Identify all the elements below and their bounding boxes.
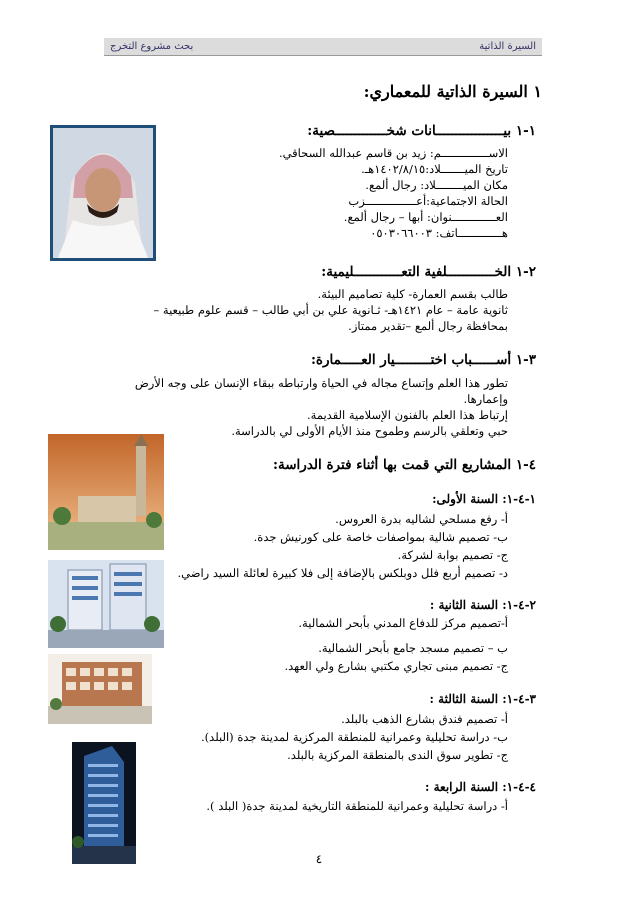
reasons-line: تطور هذا العلم وإتساع مجاله في الحياة وارتباطه ببقاء الإنسان على وجه الأرض xyxy=(134,376,508,390)
education-section-title: ٢-١ الخــــــــــــلفية التعــــــــــــليمية: xyxy=(321,264,536,280)
year-3-line: أ- تصميم فندق بشارع الذهب بالبلد. xyxy=(341,712,508,726)
project-image-tower-gate xyxy=(48,434,164,550)
reasons-section-title: ٣-١ أســــــباب اختـــــــــيار العـــــمارة: xyxy=(310,352,536,368)
year-1-title: ١-٤-١: السنة الأولى: xyxy=(432,492,536,506)
projects-section-title: ٤-١ المشاريع التي قمت بها أثناء فترة الدراسة: xyxy=(273,457,536,473)
header-right-title: السيرة الذاتية xyxy=(479,41,536,52)
year-4-line: أ- دراسة تحليلية وعمرانية للمنطقة التاريخية لمدينة جدة( البلد ). xyxy=(206,799,508,813)
personal-line: هـــــــــــــاتف: ٠٥٠٣٠٦٦٠٠٣ xyxy=(370,226,508,240)
education-line: بمحافظة رجال ألمع –تقدير ممتاز. xyxy=(348,319,508,333)
project-image-civil-defense xyxy=(48,560,164,648)
reasons-line: وإعمارها. xyxy=(463,392,508,406)
year-2-line: ب – تصميم مسجد جامع بأبحر الشمالية. xyxy=(318,641,508,655)
personal-line: العـــــــــــــنوان: أبها – رجال ألمع. xyxy=(343,210,508,224)
main-title: ١ السيرة الذاتية للمعماري: xyxy=(363,82,542,101)
page-number: ٤ xyxy=(315,852,323,866)
personal-section-title: ١-١ بيـــــــــــــــــانات شخـــــــــــــصية: xyxy=(307,123,536,139)
project-image-commercial-building xyxy=(48,654,152,724)
personal-line: الاســــــــــــــم: زيد بن قاسم عبدالله السحاقي. xyxy=(278,146,508,160)
header-left-title: بحث مشروع التخرج xyxy=(110,41,194,52)
year-1-line: ج- تصميم بوابة لشركة. xyxy=(397,548,508,562)
reasons-line: حبي وتعلقي بالرسم وطموح منذ الأيام الأولى لي بالدراسة. xyxy=(231,424,508,438)
personal-line: الحالة الاجتماعية:أعـــــــــــــــزب xyxy=(348,194,508,208)
personal-line: تاريخ الميـــــــلاد:١٤٠٢/٨/١٥هـ. xyxy=(361,162,508,176)
year-3-title: ٣-٤-١: السنة الثالثة : xyxy=(429,692,536,706)
portrait-photo xyxy=(50,125,156,261)
year-4-title: ٤-٤-١: السنة الرابعة : xyxy=(425,780,536,794)
year-3-line: ج- تطوير سوق الندى بالمنطقة المركزية بالبلد. xyxy=(287,748,508,762)
education-line: طالب بقسم العمارة- كلية تصاميم البيئة. xyxy=(317,287,508,301)
education-line: ثانوية عامة – عام ١٤٢١هـ- ثـانوية علي بن أبي طالب – قسم علوم طبيعية – xyxy=(153,303,508,317)
page-header xyxy=(104,38,542,56)
personal-line: مكان الميــــــــلاد: رجال ألمع. xyxy=(365,178,508,192)
project-image-hotel-tower xyxy=(72,742,136,864)
year-2-line: ج- تصميم مبنى تجاري مكتبي بشارع ولي العهد. xyxy=(284,659,508,673)
year-2-line: أ-تصميم مركز للدفاع المدني بأبحر الشمالية. xyxy=(298,616,508,630)
reasons-line: إرتباط هذا العلم بالفنون الإسلامية القديمة. xyxy=(307,408,508,422)
year-2-title: ٢-٤-١: السنة الثانية : xyxy=(429,598,536,612)
year-1-line: أ- رفع مسلحي لشاليه بدرة العروس. xyxy=(335,512,508,526)
year-1-line: ب- تصميم شالية بمواصفات خاصة على كورنيش جدة. xyxy=(253,530,508,544)
year-1-line: د- تصميم أربع فلل دوبلكس بالإضافة إلى فلا كبيرة لعائلة السيد راضي. xyxy=(177,566,508,580)
year-3-line: ب- دراسة تحليلية وعمرانية للمنطقة المركزية لمدينة جدة (البلد). xyxy=(201,730,508,744)
